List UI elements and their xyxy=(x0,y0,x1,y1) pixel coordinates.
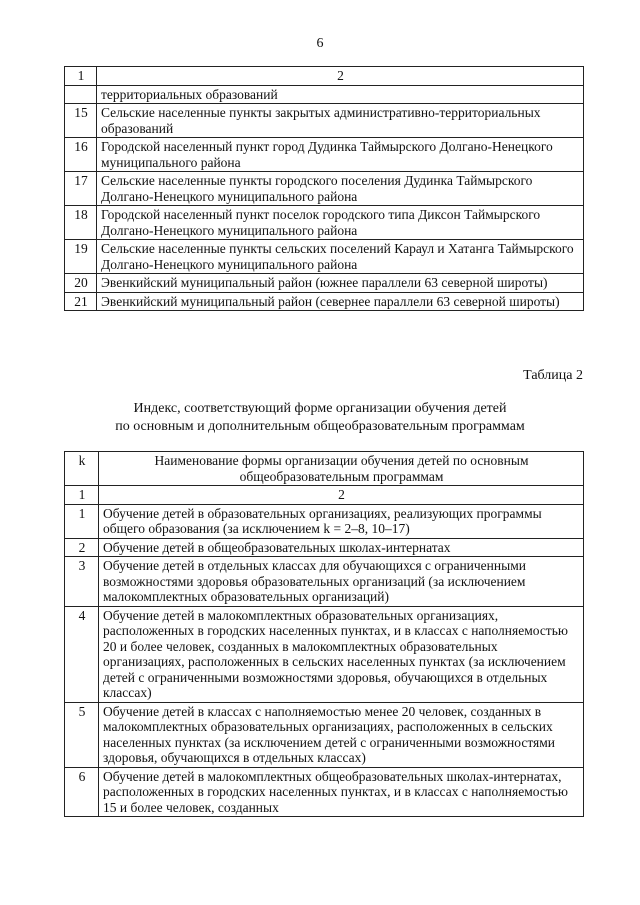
row-index: 6 xyxy=(65,767,99,817)
table-header-row xyxy=(65,67,584,86)
table-row xyxy=(65,138,584,172)
row-text: Обучение детей в малокомплектных общеобразовательных школах-интернатах, расположенных в городских населенных пунктах, и в классах с наполняемостью 15 и более человек, созданных xyxy=(99,767,584,817)
table-row xyxy=(65,292,584,311)
table-2-label: Таблица 2 xyxy=(523,368,583,383)
row-index: 21 xyxy=(65,292,97,311)
row-text: Городской населенный пункт поселок городского типа Диксон Таймырского Долгано-Ненецкого муниципального района xyxy=(97,206,584,240)
table-header-row xyxy=(65,452,584,486)
column-number-1: 1 xyxy=(65,67,97,86)
row-text: Эвенкийский муниципальный район (севернее параллели 63 северной широты) xyxy=(97,292,584,311)
row-index: 16 xyxy=(65,138,97,172)
caption-line-2: по основным и дополнительным общеобразовательным программам xyxy=(115,419,525,434)
row-index xyxy=(65,85,97,104)
table-row xyxy=(65,767,584,817)
row-index: 5 xyxy=(65,702,99,767)
row-text: Сельские населенные пункты сельских поселений Караул и Хатанга Таймырского Долгано-Ненецкого муниципального района xyxy=(97,240,584,274)
row-text: Эвенкийский муниципальный район (южнее параллели 63 северной широты) xyxy=(97,274,584,293)
table-row xyxy=(65,606,584,702)
row-index: 4 xyxy=(65,606,99,702)
row-index: 2 xyxy=(65,538,99,557)
row-text: Обучение детей в отдельных классах для обучающихся с ограниченными возможностями здоровья образовательных организаций (за исключением малокомплектных образовательных организаций) xyxy=(99,557,584,607)
row-index: 18 xyxy=(65,206,97,240)
row-text: Обучение детей в малокомплектных образовательных организациях, расположенных в городских населенных пунктах, и в классах с наполняемостью 20 и более человек, созданных в малокомплектных образовательных организациях, расположенных в сельских населенных пунктах (за исключением детей с ограниченными возможностями здоровья, обучающихся в отдельных классах) xyxy=(99,606,584,702)
table-row xyxy=(65,104,584,138)
table-row xyxy=(65,274,584,293)
row-index: 15 xyxy=(65,104,97,138)
row-index: 3 xyxy=(65,557,99,607)
column-header-name: Наименование формы организации обучения детей по основным общеобразовательным программам xyxy=(99,452,584,486)
column-header-k: k xyxy=(65,452,99,486)
row-text: территориальных образований xyxy=(97,85,584,104)
table-row xyxy=(65,504,584,538)
education-form-index-table xyxy=(64,451,584,817)
row-text: Сельские населенные пункты городского поселения Дудинка Таймырского Долгано-Ненецкого муниципального района xyxy=(97,172,584,206)
row-index: 19 xyxy=(65,240,97,274)
row-index: 17 xyxy=(65,172,97,206)
column-number-2: 2 xyxy=(99,486,584,505)
table-row xyxy=(65,172,584,206)
caption-line-1: Индекс, соответствующий форме организации обучения детей xyxy=(133,401,507,416)
table-row xyxy=(65,702,584,767)
row-text: Обучение детей в образовательных организациях, реализующих программы общего образования (за исключением k = 2–8, 10–17) xyxy=(99,504,584,538)
row-text: Обучение детей в классах с наполняемостью менее 20 человек, созданных в малокомплектных образовательных организациях, расположенных в сельских населенных пунктах (за исключением детей с ограниченными возможностями здоровья, обучающихся в отдельных классах) xyxy=(99,702,584,767)
row-text: Сельские населенные пункты закрытых административно-территориальных образований xyxy=(97,104,584,138)
table-row xyxy=(65,538,584,557)
table-row xyxy=(65,206,584,240)
table-numbering-row xyxy=(65,486,584,505)
row-text: Обучение детей в общеобразовательных школах-интернатах xyxy=(99,538,584,557)
column-number-1: 1 xyxy=(65,486,99,505)
table-row xyxy=(65,240,584,274)
row-index: 20 xyxy=(65,274,97,293)
table-2-caption xyxy=(0,400,640,436)
row-index: 1 xyxy=(65,504,99,538)
territory-index-table xyxy=(64,66,584,311)
column-number-2: 2 xyxy=(97,67,584,86)
table-row xyxy=(65,85,584,104)
row-text: Городской населенный пункт город Дудинка Таймырского Долгано-Ненецкого муниципального района xyxy=(97,138,584,172)
table-row xyxy=(65,557,584,607)
page-number: 6 xyxy=(316,36,324,51)
